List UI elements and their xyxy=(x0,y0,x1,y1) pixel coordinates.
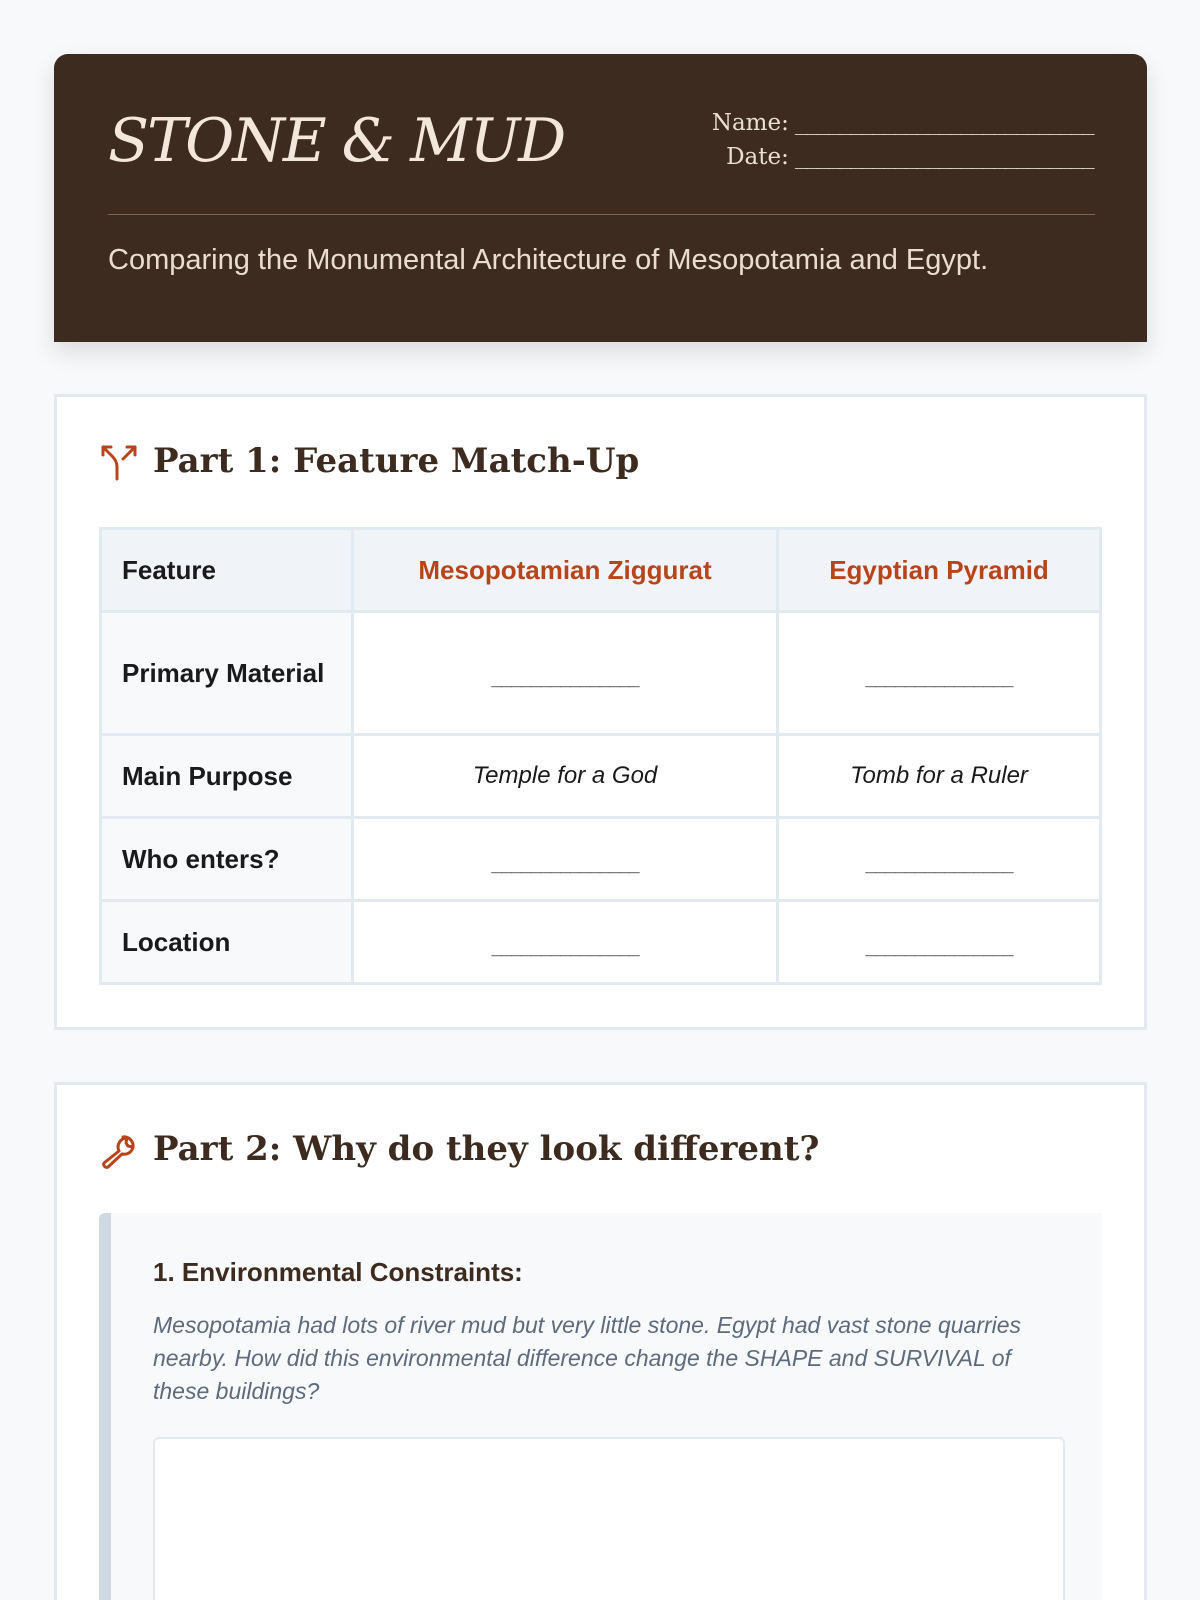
part1-card xyxy=(54,394,1147,1030)
fill-in-blank[interactable]: _______________ xyxy=(491,852,639,874)
fill-in-blank[interactable]: _______________ xyxy=(865,935,1013,957)
question-1-answer-field[interactable] xyxy=(153,1437,1065,1600)
fill-in-blank[interactable]: _______________ xyxy=(491,935,639,957)
split-arrow-icon xyxy=(99,441,139,481)
part2-card xyxy=(54,1082,1147,1600)
wrench-icon xyxy=(99,1129,139,1169)
fill-in-blank[interactable]: _______________ xyxy=(865,666,1013,688)
row-label-material: Primary Material xyxy=(101,612,353,735)
pyramid-purpose xyxy=(778,735,1101,818)
ziggurat-purpose xyxy=(353,735,778,818)
feature-match-table xyxy=(99,527,1102,985)
fill-in-blank[interactable]: _______________ xyxy=(865,852,1013,874)
fill-in-blank[interactable]: _______________ xyxy=(491,666,639,688)
part1-title: Part 1: Feature Match-Up xyxy=(153,441,640,481)
row-label-location: Location xyxy=(101,901,353,984)
ziggurat-location-blank[interactable] xyxy=(353,901,778,984)
part1-heading xyxy=(99,441,639,481)
table-row xyxy=(101,818,1101,901)
date-label: Date: xyxy=(726,144,789,170)
header-divider xyxy=(108,214,1095,215)
question-1-title: 1. Environmental Constraints: xyxy=(153,1257,523,1287)
table-row xyxy=(101,612,1101,735)
ziggurat-material-blank[interactable] xyxy=(353,612,778,735)
table-row xyxy=(101,735,1101,818)
column-header-ziggurat: Mesopotamian Ziggurat xyxy=(353,529,778,612)
column-header-feature: Feature xyxy=(101,529,353,612)
table-header-row xyxy=(101,529,1101,612)
part2-heading xyxy=(99,1129,819,1169)
name-field[interactable] xyxy=(712,106,1093,140)
name-blank[interactable]: ___________________________ xyxy=(794,111,1093,135)
student-info-fields xyxy=(712,106,1093,174)
part2-title: Part 2: Why do they look different? xyxy=(153,1129,820,1169)
question-1-prompt: Mesopotamia had lots of river mud but very little stone. Egypt had vast stone quarries nearby. How did this environmental difference change the SHAPE and SURVIVAL of these buildings? xyxy=(153,1312,1022,1404)
given-answer: Temple for a God xyxy=(472,762,658,789)
row-label-who-enters: Who enters? xyxy=(101,818,353,901)
date-blank[interactable]: ___________________________ xyxy=(794,145,1093,169)
date-field[interactable] xyxy=(712,140,1093,174)
worksheet-header xyxy=(54,54,1147,342)
column-header-pyramid: Egyptian Pyramid xyxy=(778,529,1101,612)
given-answer: Tomb for a Ruler xyxy=(850,762,1028,789)
question-1-box xyxy=(99,1213,1102,1600)
pyramid-who-enters-blank[interactable] xyxy=(778,818,1101,901)
name-label: Name: xyxy=(711,110,789,136)
pyramid-material-blank[interactable] xyxy=(778,612,1101,735)
worksheet-subtitle: Comparing the Monumental Architecture of Mesopotamia and Egypt. xyxy=(108,244,989,276)
pyramid-location-blank[interactable] xyxy=(778,901,1101,984)
ziggurat-who-enters-blank[interactable] xyxy=(353,818,778,901)
table-row xyxy=(101,901,1101,984)
worksheet-title: STONE & MUD xyxy=(108,106,565,176)
row-label-purpose: Main Purpose xyxy=(101,735,353,818)
